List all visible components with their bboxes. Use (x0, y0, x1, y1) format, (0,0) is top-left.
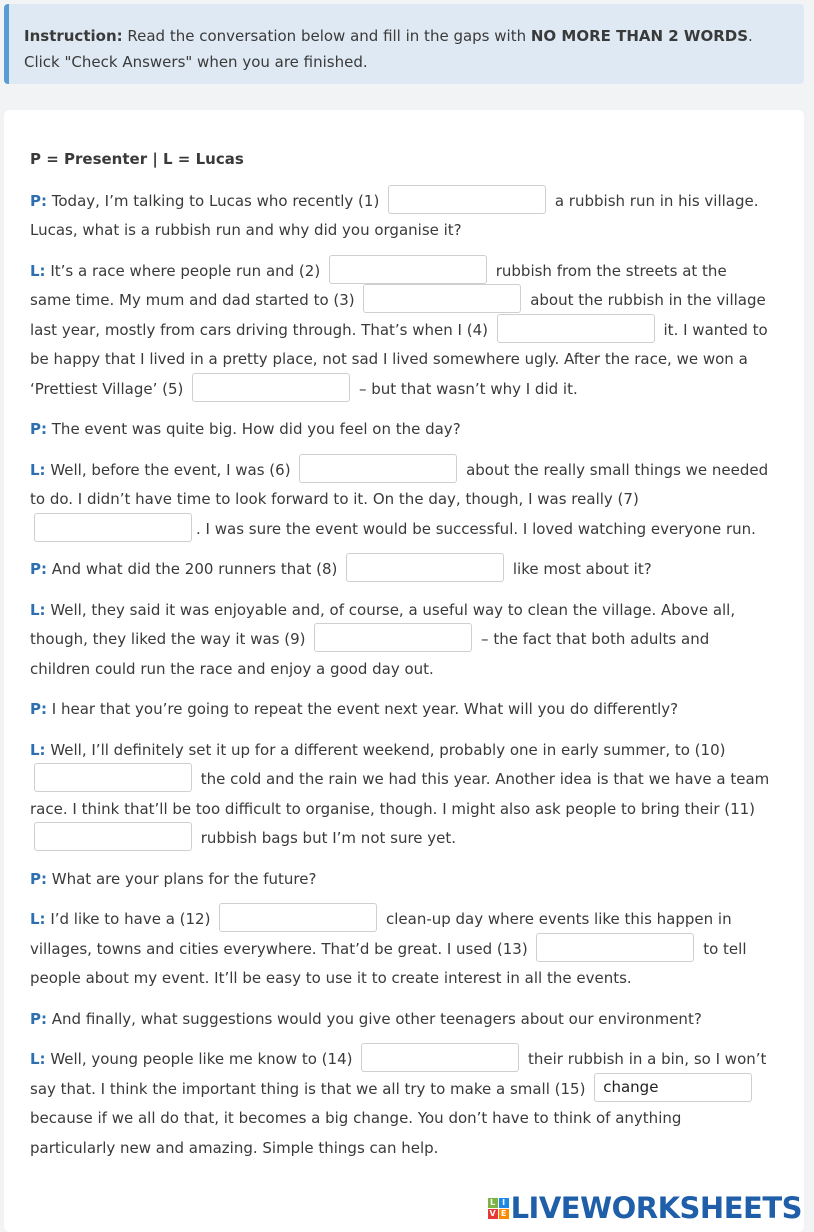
dialogue-text: Well, young people like me know to (14) (45, 1050, 358, 1068)
gap-input-11[interactable] (34, 822, 192, 851)
dialogue-text: Well, they said it was enjoyable and, of course, a useful way to clean the village. Above all, though, they liked the way it was (9) (30, 600, 736, 648)
dialogue-text: rubbish from the streets at the same time. My mum and dad started to (3) (30, 261, 727, 309)
dialogue-text: to tell people about my event. It’ll be easy to use it to create interest in all the events. (30, 939, 747, 987)
instruction-box (4, 4, 804, 84)
dialogue-text: It’s a race where people run and (2) (45, 261, 325, 280)
speaker-label: L: (30, 910, 46, 928)
speaker-label: L: (30, 600, 46, 619)
speaker-label: P: (30, 1009, 47, 1028)
dialogue-text: I hear that you’re going to repeat the event next year. What will you do differently? (47, 700, 679, 718)
gap-input-7[interactable] (34, 513, 192, 542)
speaker-label: P: (30, 869, 47, 888)
gap-input-13[interactable] (536, 933, 694, 962)
dialogue-text: – but that wasn’t why I did it. (354, 379, 578, 398)
dialogue-text: . I was sure the event would be successful. I loved watching everyone run. (196, 519, 756, 538)
gap-input-4[interactable] (497, 314, 655, 343)
dialogue-text: Today, I’m talking to Lucas who recently (1) (47, 191, 385, 210)
dialogue-text: their rubbish in a bin, so I won’t say that. I think the important thing is that we all try to make a small (15) (30, 1050, 767, 1098)
speaker-label: P: (30, 420, 47, 438)
dialogue-text: about the rubbish in the village last year, mostly from cars driving through. That’s when I (4) (30, 291, 766, 339)
speaker-label: L: (30, 261, 46, 280)
instruction-emphasis: NO MORE THAN 2 WORDS (530, 27, 749, 45)
gap-input-6[interactable] (299, 454, 457, 483)
dialogue-line (30, 415, 770, 445)
instruction-text-after: . Click "Check Answers" when you are finished. (24, 27, 753, 71)
gap-input-2[interactable] (329, 255, 487, 284)
dialogue-line (30, 695, 770, 725)
dialogue-line (30, 736, 770, 854)
gap-input-10[interactable] (34, 763, 192, 792)
gap-input-15[interactable] (594, 1073, 752, 1102)
gap-input-1[interactable] (388, 185, 546, 214)
dialogue-text: like most about it? (508, 560, 652, 578)
speaker-label: P: (30, 700, 47, 718)
dialogue-text: rubbish bags but I’m not sure yet. (196, 829, 457, 847)
dialogue-line (30, 1005, 770, 1035)
gap-input-9[interactable] (314, 623, 472, 652)
gap-input-5[interactable] (192, 373, 350, 402)
dialogue-line (30, 596, 770, 685)
dialogue-line (30, 905, 770, 994)
instruction-text: Read the conversation below and fill in the gaps with (122, 27, 531, 45)
dialogue-line (30, 456, 770, 545)
gap-input-8[interactable] (346, 553, 504, 582)
dialogue-line (30, 187, 770, 246)
instruction-label: Instruction: (24, 27, 123, 45)
speaker-label: L: (30, 740, 46, 759)
dialogue-line (30, 555, 770, 585)
dialogue-text: it. I wanted to be happy that I lived in a pretty place, not sad I lived somewhere ugly. After the race, we won a ‘Prettiest Village’ (5) (30, 320, 768, 398)
dialogue-text: about the really small things we needed to do. I didn’t have time to look forward to it. On the day, though, I was really (7) (30, 460, 769, 508)
gap-input-12[interactable] (219, 903, 377, 932)
dialogue-text: Well, before the event, I was (6) (45, 460, 296, 479)
dialogue-line (30, 257, 770, 405)
dialogue-text: because if we all do that, it becomes a big change. You don’t have to think of anything particularly new and amazing. Simple things can help. (30, 1109, 682, 1157)
dialogue-text: And finally, what suggestions would you give other teenagers about our environment? (47, 1009, 702, 1028)
dialogue-text: The event was quite big. How did you feel on the day? (47, 420, 461, 438)
dialogue-text: Well, I’ll definitely set it up for a different weekend, probably one in early summer, to (10) (45, 740, 726, 759)
dialogue-text: – the fact that both adults and children could run the race and enjoy a good day out. (30, 630, 710, 678)
dialogue-text: a rubbish run in his village. Lucas, what is a rubbish run and why did you organise it? (30, 191, 759, 239)
speaker-label: P: (30, 560, 47, 578)
speaker-label: P: (30, 191, 47, 210)
speaker-label: L: (30, 460, 46, 479)
logo-text: LIVEWORKSHEETS (510, 1191, 802, 1225)
dialogue-text: I’d like to have a (12) (45, 910, 216, 928)
speaker-key: P = Presenter | L = Lucas (30, 150, 244, 168)
speaker-label: L: (30, 1050, 46, 1068)
dialogue-line (30, 865, 770, 895)
gap-input-3[interactable] (363, 284, 521, 313)
liveworksheets-logo (488, 1188, 802, 1228)
dialogue-text: clean-up day where events like this happen in villages, towns and cities everywhere. That’d be great. I used (13) (30, 910, 732, 958)
gap-input-14[interactable] (361, 1043, 519, 1072)
conversation (30, 145, 770, 1174)
dialogue-text: the cold and the rain we had this year. Another idea is that we have a team race. I think that’ll be too difficult to organise, though. I might also ask people to bring their (11) (30, 770, 770, 818)
dialogue-text: What are your plans for the future? (47, 869, 317, 888)
dialogue-text: And what did the 200 runners that (8) (47, 560, 343, 578)
logo-mark-icon: L I V E (488, 1198, 509, 1219)
dialogue-line (30, 1045, 770, 1163)
